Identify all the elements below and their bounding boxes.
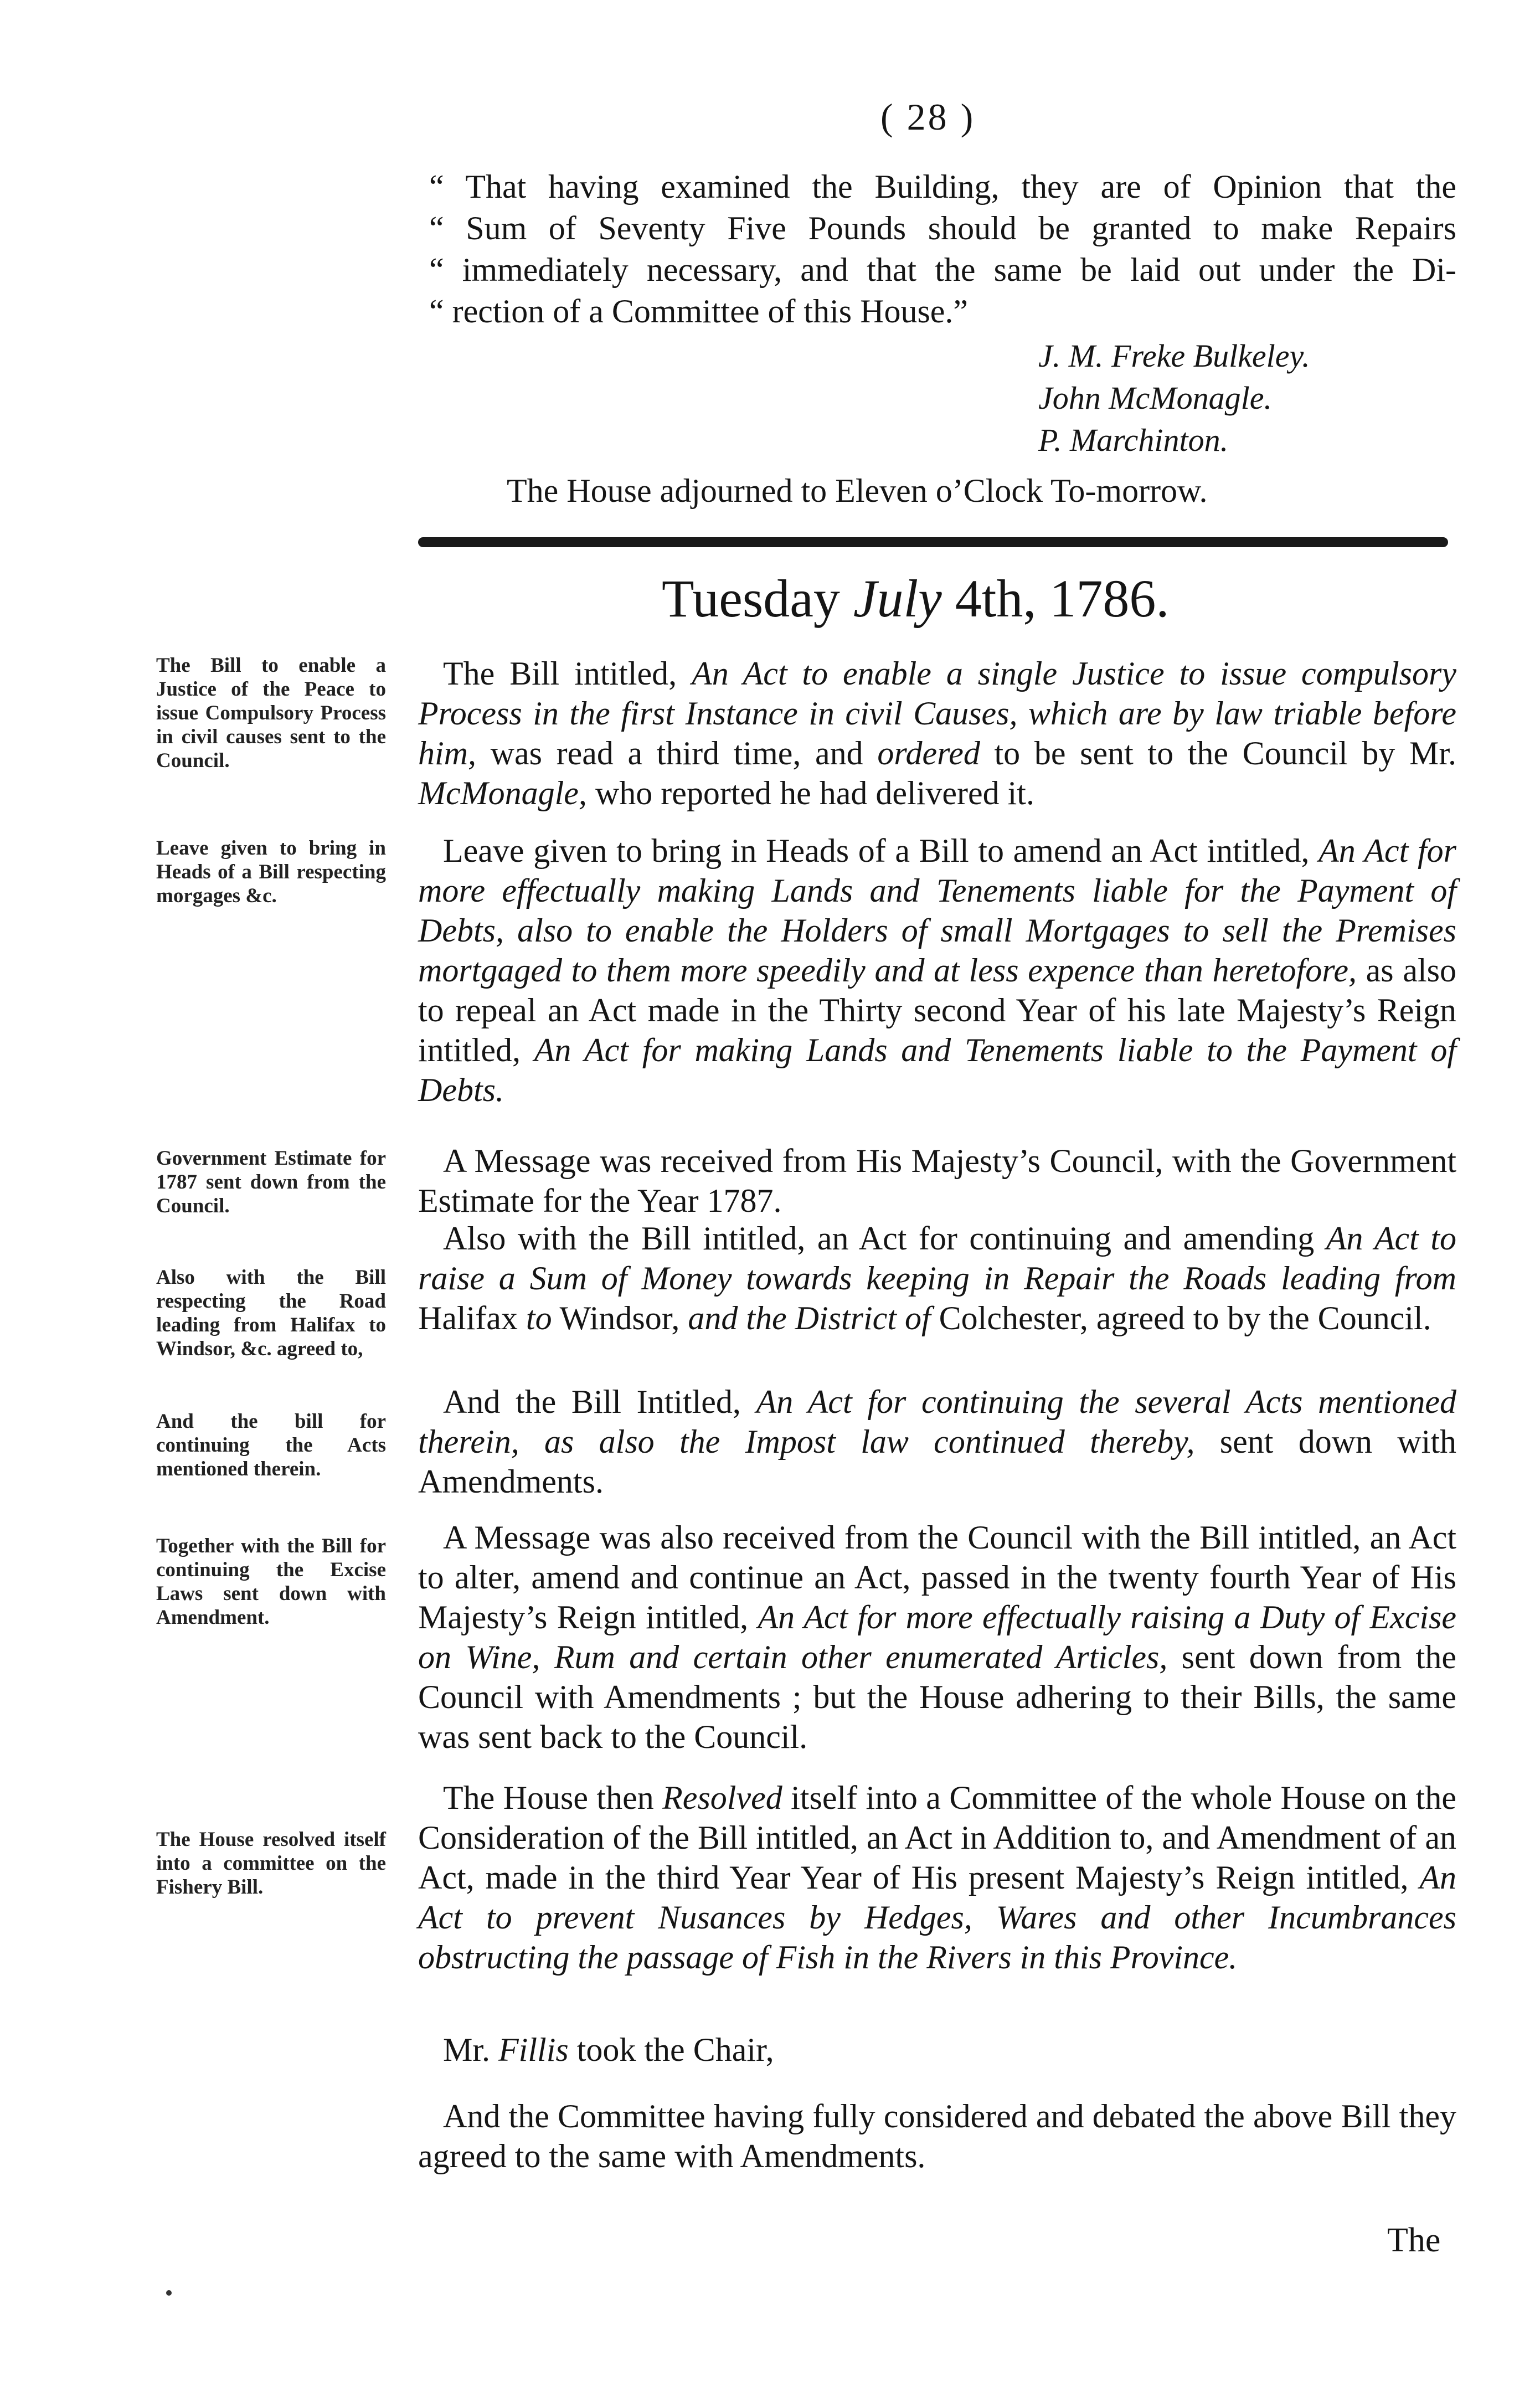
signature: John McMonagle.	[1038, 380, 1272, 416]
paragraph-amendments: And the Committee having fully considered and debated the above Bill they agreed to the same with Amendments.	[418, 2098, 1456, 2174]
quote-line: “ Sum of Seventy Five Pounds should be granted to make Repairs	[429, 210, 1456, 246]
margin-note: Together with the Bill for continuing the Excise Laws sent down with Amendment.	[156, 1535, 386, 1629]
date-rest: 4th, 1786.	[955, 569, 1170, 628]
section-rule	[418, 537, 1448, 547]
signature: J. M. Freke Bulkeley.	[1038, 338, 1310, 374]
margin-note: And the bill for continuing the Acts mentioned therein.	[156, 1410, 386, 1480]
quoted-report	[429, 166, 1456, 332]
margin-note: The Bill to enable a Justice of the Peace to issue Compulsory Process in civil causes sent to the Council.	[156, 654, 386, 772]
page-number: ( 28 )	[880, 96, 976, 138]
quote-line: “ That having examined the Building, they are of Opinion that the	[429, 168, 1456, 205]
margin-note: The House resolved itself into a committee on the Fishery Bill.	[156, 1828, 386, 1899]
catchword: The	[1387, 2221, 1441, 2259]
adjournment-line: The House adjourned to Eleven o’Clock To-morrow.	[507, 472, 1208, 509]
date-month: July	[853, 569, 942, 628]
paragraph-bill-single-justice: The Bill intitled, An Act to enable a single Justice to issue compulsory Process in the first Instance in civil Causes, which are by law triable before him, was read a third time, and ordered to be sent to the Council by Mr. McMonagle, who reported he had delivered it.	[418, 655, 1456, 811]
paragraph-excise-bill: A Message was also received from the Council with the Bill intitled, an Act to alter, amend and continue an Act, passed in the twenty fourth Year of His Majesty’s Reign intitled, An Act for more effectually raising a Duty of Excise on Wine, Rum and certain other enumerated Articles, sent down from the Council with Amendments ; but the House adhering to their Bills, the same was sent back to the Council.	[418, 1519, 1456, 1755]
paragraph-chair: Mr. Fillis took the Chair,	[443, 2031, 774, 2068]
margin-note: Also with the Bill respecting the Road leading from Halifax to Windsor, &c. agreed to,	[156, 1266, 386, 1360]
date-day: Tuesday	[662, 569, 840, 628]
quote-line: “ rection of a Committee of this House.”	[429, 293, 969, 330]
paragraph-road-bill: Also with the Bill intitled, an Act for continuing and amending An Act to raise a Sum of Money towards keeping in Repair the Roads leading from Halifax to Windsor, and the District of Colchester, agreed to by the Council.	[418, 1220, 1456, 1336]
paragraph-committee-fishery: The House then Resolved itself into a Committee of the whole House on the Consideration of the Bill intitled, an Act in Addition to, and Amendment of an Act, made in the third Year Year of His present Majesty’s Reign intitled, An Act to prevent Nusances by Hedges, Wares and other Incumbrances obstructing the passage of Fish in the Rivers in this Province.	[418, 1779, 1456, 1976]
margin-note: Leave given to bring in Heads of a Bill respecting morgages &c.	[156, 837, 386, 907]
date-heading	[662, 568, 1169, 629]
paragraph-government-estimate: A Message was received from His Majesty’s Council, with the Government Estimate for the Year 1787.	[418, 1143, 1456, 1219]
quote-line: “ immediately necessary, and that the same be laid out under the Di-	[429, 251, 1456, 288]
paragraph-leave-given: Leave given to bring in Heads of a Bill to amend an Act intitled, An Act for more effectually making Lands and Tenements liable for the Payment of Debts, also to enable the Holders of small Mortgages to sell the Premises mortgaged to them more speedily and at less expence than heretofore, as also to repeal an Act made in the Thirty second Year of his late Majesty’s Reign intitled, An Act for making Lands and Tenements liable to the Payment of Debts.	[418, 832, 1456, 1108]
signature: P. Marchinton.	[1038, 422, 1229, 458]
margin-note: Government Estimate for 1787 sent down from the Council.	[156, 1147, 386, 1217]
paragraph-acts-continued: And the Bill Intitled, An Act for continuing the several Acts mentioned therein, as also the Impost law continued thereby, sent down with Amendments.	[418, 1383, 1457, 1500]
signatures	[1038, 335, 1310, 461]
ink-speck	[166, 2290, 172, 2296]
